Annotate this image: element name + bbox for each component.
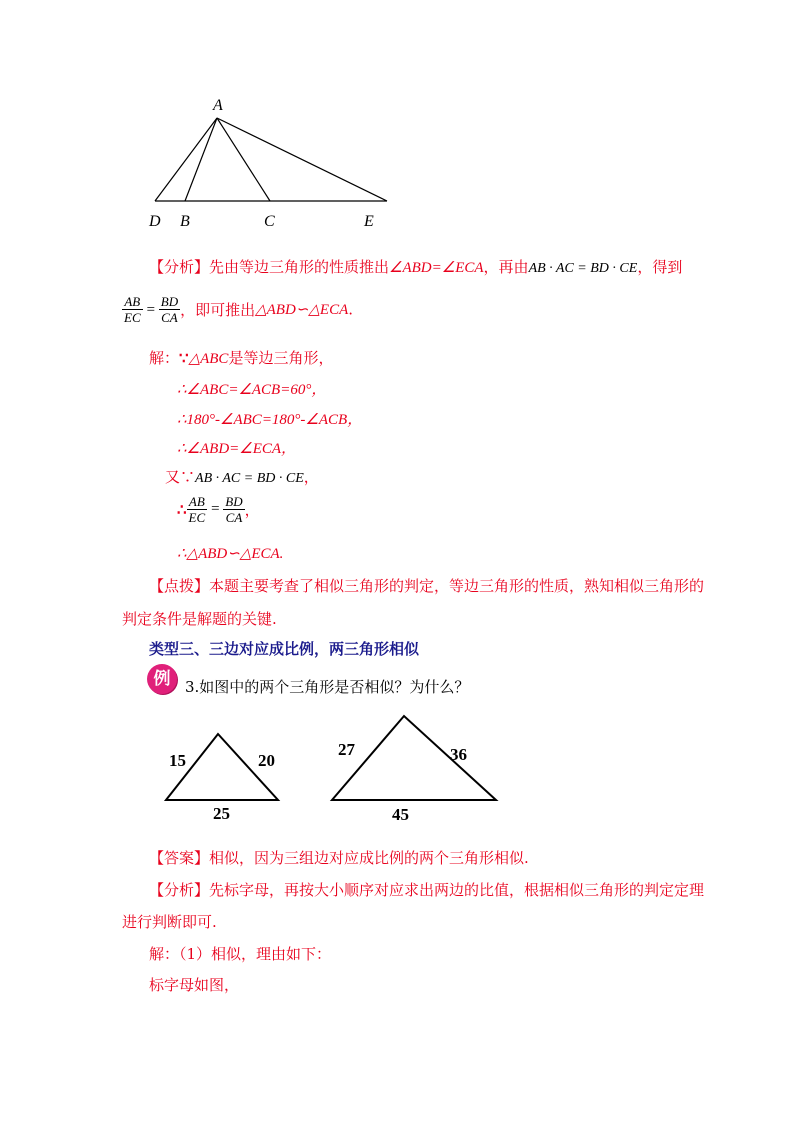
solution-1-line-2: ∴∠ABC=∠ACB=60°， (177, 382, 327, 398)
answer-text: 相似，因为三组边对应成比例的两个三角形相似. (209, 849, 529, 867)
small-base-label: 25 (213, 804, 230, 823)
tip-line-1 (149, 575, 704, 596)
point-label-b: B (180, 213, 190, 230)
section-heading: 类型三、三边对应成比例，两三角形相似 (149, 640, 420, 658)
tip-text-1: 本题主要考查了相似三角形的判定，等边三角形的性质，熟知相似三角形的 (209, 577, 705, 595)
triangle-abc: △ABC (188, 351, 229, 367)
solution-1-line-4: ∴∠ABD=∠ECA， (177, 441, 297, 457)
fraction-ab-ec-2: $\frac{AB}{EC}$ (188, 494, 206, 525)
also-because: 又∵ (165, 468, 196, 486)
solution-1-line-1 (149, 347, 333, 368)
question-text: 3.如图中的两个三角形是否相似？为什么？ (185, 678, 470, 696)
analysis-1-line-2 (122, 294, 353, 325)
analysis-2-text-1: 先标字母，再按大小顺序对应求出两边的比值，根据相似三角形的判定定理 (209, 881, 705, 899)
comma-2: ， (244, 501, 260, 519)
analysis-text-d: ，即可推出 (180, 301, 256, 319)
comma: ， (303, 468, 319, 486)
solution-prefix: 解： (149, 349, 180, 367)
fraction-bd-ca-2: $\frac{BD}{CA}$ (225, 494, 243, 525)
analysis-text-c: ，得到 (637, 258, 683, 276)
two-triangles-figure (160, 708, 510, 828)
point-label-a: A (213, 97, 223, 114)
answer-line (149, 847, 529, 868)
therefore-symbol: ∴ (177, 500, 187, 519)
large-base-label: 45 (392, 805, 409, 824)
equals-sign: = (145, 301, 156, 318)
product-equation: AB · AC = BD · CE (528, 261, 638, 276)
solution-1-line-6 (177, 494, 260, 525)
solution-1-line-3: ∴180°-∠ABC=180°-∠ACB， (177, 412, 363, 428)
solution-2-line-2: 标字母如图， (149, 976, 240, 994)
fraction-ab-ec: $\frac{AB}{EC}$ (124, 294, 141, 325)
tip-tag: 【点拨】 (149, 577, 210, 595)
large-right-side-label: 36 (450, 745, 467, 764)
point-label-d: D (149, 213, 161, 230)
analysis-1-line-1 (149, 256, 682, 277)
analysis-2-tag: 【分析】 (149, 881, 210, 899)
solution-2-line-1: 解：（1）相似，理由如下： (149, 945, 332, 963)
period: . (348, 300, 354, 319)
point-label-c: C (264, 213, 275, 230)
similar-statement: △ABD∽△ECA (255, 302, 349, 318)
equilateral-text: 是等边三角形， (228, 349, 334, 367)
analysis-2-line-1 (149, 879, 704, 900)
small-right-side-label: 20 (258, 751, 275, 770)
product-equation-2: AB · AC = BD · CE (195, 471, 304, 486)
answer-tag: 【答案】 (149, 849, 210, 867)
fraction-bd-ca: $\frac{BD}{CA}$ (160, 294, 179, 325)
large-left-side-label: 27 (338, 740, 355, 759)
geometry-figure-1 (140, 90, 400, 235)
analysis-tag: 【分析】 (149, 258, 210, 276)
point-label-e: E (364, 213, 374, 230)
solution-1-line-7: ∴△ABD∽△ECA. (177, 546, 284, 562)
analysis-2-line-2: 进行判断即可. (122, 913, 217, 931)
small-left-side-label: 15 (169, 751, 186, 770)
analysis-text-b: ，再由 (483, 258, 529, 276)
analysis-text-a: 先由等边三角形的性质推出 (209, 258, 390, 276)
angle-equality: ∠ABD=∠ECA (389, 260, 484, 276)
example-badge-icon: 例 (147, 664, 177, 694)
because-symbol: ∵ (179, 349, 189, 367)
solution-1-line-5 (165, 466, 319, 487)
equals-sign-2: = (210, 501, 221, 517)
tip-line-2: 判定条件是解题的关键. (122, 610, 277, 628)
